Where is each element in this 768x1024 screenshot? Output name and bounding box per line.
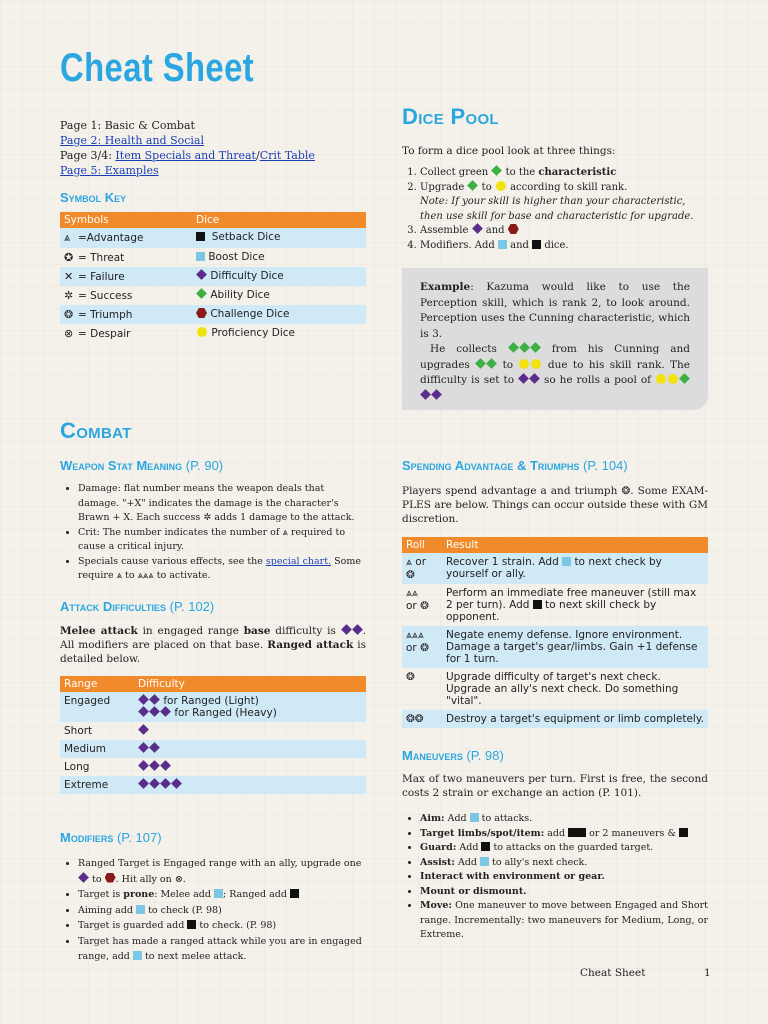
despair-icon: ⊗: [64, 327, 74, 340]
symbol-label: = Failure: [78, 271, 125, 283]
proficiency-die-icon: [197, 327, 207, 337]
triumph-icon: ❂: [621, 485, 631, 497]
difficulty-die-icon: [472, 223, 483, 234]
table-row: [60, 267, 366, 286]
dice-pool-steps: [402, 166, 708, 253]
list-item: • Damage: flat number means the weapon deals that damage. "+X" indicates the damage is the character's Brawn + X. Each success ✲ adds 1 damage to the attack.: [78, 482, 366, 526]
table-row: ⩓⩓⩓ or ❂ Negate enemy defense. Ignore environment. Damage a target's gear/limbs. Gain +1 defense for 1 turn.: [402, 626, 708, 668]
table-row: ⩓⩓ or ❂ Perform an immediate free maneuver (still max 2 per turn). Add to next skill check by opponent.: [406, 587, 697, 623]
weapon-stat-heading: Weapon Stat Meaning (P. 90): [60, 458, 224, 473]
weapon-stat-list: [60, 482, 366, 584]
table-row: Engaged for Ranged (Light) for Ranged (Heavy): [60, 692, 366, 722]
advantage-icon: ⩓: [116, 570, 122, 581]
combat-heading: Combat: [60, 418, 132, 443]
table-row: [60, 286, 366, 305]
toc-link-page2[interactable]: Page 2: Health and Social: [60, 134, 204, 147]
boost-die-icon: [498, 240, 507, 249]
list-item: • Mount or dismount.: [420, 885, 708, 900]
range-difficulty-table: [60, 676, 366, 794]
ability-die-icon: [468, 180, 479, 191]
failure-icon: ✕: [64, 270, 74, 283]
list-item: • Move: One maneuver to move between Engaged and Short range. Incrementally: two maneuvers for Medium, Long, or Extreme.: [420, 899, 708, 943]
table-row: ❂ Upgrade difficulty of target's next check. Upgrade an ally's next check. Do something "vital".: [406, 671, 679, 707]
table-row: [60, 305, 366, 324]
list-item: • Aiming add to check (P. 98): [78, 903, 366, 919]
symbol-key-heading: Symbol Key: [60, 190, 127, 205]
toc-page1: Page 1: Basic & Combat: [60, 119, 195, 132]
table-row: [60, 248, 366, 267]
symbol-label: =Advantage: [78, 232, 144, 244]
maneuvers-intro: Max of two maneuvers per turn. First is free, the second costs 2 strain or exchange an action (P. 101).: [402, 773, 708, 799]
dice-pool-intro: To form a dice pool look at three things:: [402, 145, 616, 157]
list-item: • Interact with environment or gear.: [420, 870, 708, 885]
boost-die-icon: [196, 252, 205, 261]
table-row: [60, 324, 366, 343]
footer-label: Cheat Sheet: [580, 967, 646, 979]
modifiers-list: [60, 856, 366, 965]
toc-link-crit-table[interactable]: Crit Table: [259, 149, 315, 162]
symbol-key-table: [60, 212, 366, 343]
challenge-die-icon: [196, 308, 207, 318]
threat-icon: ✪: [64, 251, 74, 264]
list-item: • Target has made a ranged attack while you are in engaged range, add to next melee attack.: [78, 934, 366, 965]
page-title: Cheat Sheet: [60, 46, 255, 90]
dice-label: Ability Dice: [210, 289, 270, 301]
proficiency-die-icon: [496, 181, 506, 191]
example-box: Example: Kazuma would like to use the Perception skill, which is rank 2, to look around. Perception uses the Cunning characteristic, which is 3. He collects from his Cunning and upgrades to due to his skill rank. The difficulty is set to so he rolls a pool of: [402, 268, 708, 410]
advantage-icon: ⩓⩓⩓: [137, 570, 154, 581]
list-item: • Target limbs/spot/item: add or 2 maneuvers &: [420, 827, 708, 842]
symbol-label: = Despair: [78, 328, 131, 340]
spending-intro: Players spend advantage a and triumph ❂. Some EXAM-PLES are below. Things can occur outside these with GM discretion.: [402, 485, 708, 525]
symbol-col-header: Symbols: [60, 212, 192, 228]
list-item: 3. Assemble and: [420, 224, 708, 239]
success-icon: ✲: [203, 512, 212, 523]
list-item: • Ranged Target is Engaged range with an ally, upgrade one to . Hit ally on ⊗.: [78, 856, 366, 887]
difficulty-col-header: Difficulty: [134, 676, 366, 692]
symbol-label: = Triumph: [78, 309, 133, 321]
table-row: Extreme: [60, 776, 366, 794]
attack-difficulties-text: Melee attack in engaged range base difficulty is . All modifiers are placed on that base. Ranged attack is detailed below.: [60, 625, 367, 665]
toc-page34-label: Page 3/4:: [60, 149, 116, 162]
dice-label: Difficulty Dice: [210, 270, 284, 282]
symbol-label: = Success: [78, 290, 133, 302]
special-chart-link[interactable]: special chart.: [265, 555, 332, 567]
modifiers-heading: Modifiers (P. 107): [60, 830, 162, 845]
dice-label: Proficiency Dice: [211, 327, 295, 339]
dice-label: Setback Dice: [211, 231, 281, 243]
despair-icon: ⊗: [174, 873, 183, 885]
ability-die-icon: [196, 288, 207, 299]
toc-link-item-specials[interactable]: Item Specials and Threat: [115, 149, 256, 162]
maneuvers-list: [402, 812, 708, 943]
list-item: • Assist: Add to ally's next check.: [420, 856, 708, 871]
maneuvers-heading: Maneuvers (P. 98): [402, 748, 504, 763]
challenge-die-icon: [508, 224, 519, 234]
dice-pool-heading: Dice Pool: [402, 104, 499, 129]
result-col-header: Result: [442, 537, 708, 553]
page-number: 1: [704, 967, 711, 979]
advantage-icon: ⩓: [64, 231, 71, 244]
dice-label: Challenge Dice: [210, 308, 290, 320]
list-item: • Specials cause various effects, see the special chart. Some require ⩓ to ⩓⩓⩓ to activate.: [78, 555, 366, 584]
list-item: • Crit: The number indicates the number of ⩓ required to cause a critical injury.: [78, 526, 366, 555]
range-col-header: Range: [60, 676, 134, 692]
symbol-label: = Threat: [78, 252, 125, 264]
list-item: • Target is guarded add to check. (P. 98): [78, 918, 366, 934]
dice-label: Boost Dice: [208, 251, 265, 263]
list-item: • Target is prone: Melee add ; Ranged add: [78, 887, 366, 903]
table-row: ⩓ or ❂ Recover 1 strain. Add to next check by yourself or ally.: [402, 553, 708, 584]
table-row: Medium: [60, 740, 366, 758]
difficulty-die-icon: [196, 269, 207, 280]
list-item: • Aim: Add to attacks.: [420, 812, 708, 827]
table-of-contents: [60, 118, 315, 178]
list-item: 4. Modifiers. Add and dice.: [420, 239, 708, 254]
toc-link-page5[interactable]: Page 5: Examples: [60, 164, 159, 177]
toc-separator: /: [255, 149, 260, 162]
setback-die-icon: [196, 232, 205, 241]
list-item: • Guard: Add to attacks on the guarded target.: [420, 841, 708, 856]
advantage-icon: ⩓: [282, 526, 288, 538]
roll-col-header: Roll: [402, 537, 442, 553]
table-row: Short: [60, 722, 366, 740]
table-row: [60, 228, 366, 248]
list-item: 2. Upgrade to according to skill rank. Note: If your skill is higher than your characteristic, then use skill for base and characteristic for upgrade.: [420, 181, 708, 225]
success-icon: ✲: [64, 289, 74, 302]
triumph-icon: ❂: [64, 308, 74, 321]
spending-table: [402, 537, 708, 728]
ability-die-icon: [492, 165, 503, 176]
dice-col-header: Dice: [192, 212, 366, 228]
spending-heading: Spending Advantage & Triumphs (P. 104): [402, 458, 628, 473]
list-item: 1. Collect green to the characteristic: [420, 166, 708, 181]
attack-difficulties-heading: Attack Difficulties (P. 102): [60, 599, 215, 614]
setback-die-icon: [532, 240, 541, 249]
table-row: Long: [60, 758, 366, 776]
table-row: ❂❂ Destroy a target's equipment or limb completely.: [402, 710, 708, 728]
